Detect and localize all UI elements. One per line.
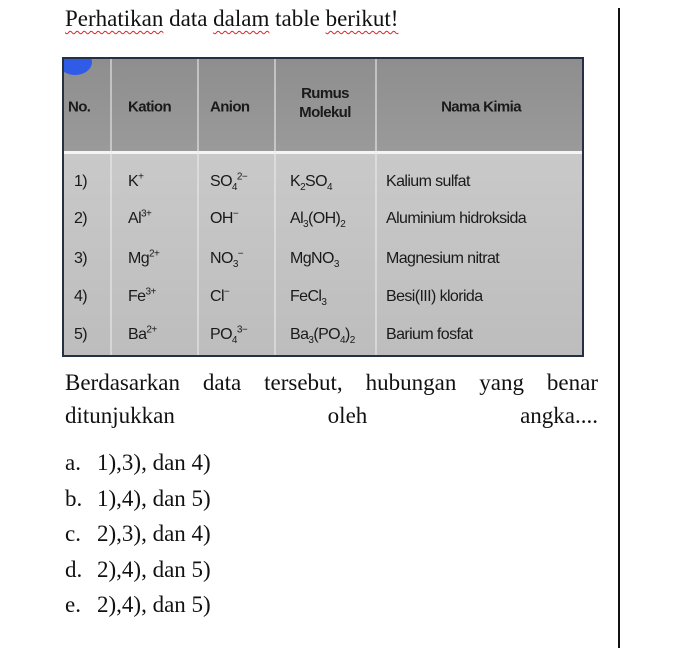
column-divider	[110, 59, 112, 355]
option-letter: a.	[65, 450, 81, 475]
formula-part: 3	[232, 259, 238, 271]
formula-part: 3	[333, 259, 339, 271]
cell-anion	[210, 210, 238, 228]
formula-part: 3−	[236, 324, 248, 336]
formula-part: Al	[128, 210, 142, 227]
option-text: 1),3), dan 4)	[97, 450, 211, 475]
option-letter: e.	[65, 592, 81, 617]
cell-kation	[128, 288, 156, 306]
formula-part: 2+	[149, 248, 160, 260]
instruction-title	[65, 6, 398, 32]
formula-part: 2	[340, 219, 346, 231]
cell-no: 2)	[74, 210, 88, 227]
option-text: 2),4), dan 5)	[97, 592, 211, 617]
answer-option-a[interactable]	[65, 450, 211, 476]
cell-nama: Magnesium nitrat	[386, 250, 500, 267]
option-letter: b.	[65, 485, 83, 511]
answer-option-e[interactable]	[65, 592, 211, 618]
title-word: Perhatikan	[65, 6, 164, 31]
title-word: table	[275, 6, 320, 31]
formula-part: 2	[349, 335, 355, 347]
formula-part: SO	[210, 173, 232, 190]
formula-part: MgNO	[290, 250, 334, 267]
cell-nama: Besi(III) klorida	[386, 288, 483, 305]
formula-part: )	[344, 326, 350, 343]
formula-part: K	[128, 173, 139, 190]
formula-part: 4	[326, 182, 332, 194]
cell-kation	[128, 326, 157, 344]
title-word: berikut!	[325, 6, 399, 31]
cell-rumus	[290, 173, 332, 194]
formula-part: NO	[210, 250, 233, 267]
cell-no: 5)	[74, 326, 88, 343]
cell-no: 3)	[74, 250, 88, 267]
header-no: No.	[68, 98, 91, 116]
formula-part: Fe	[128, 288, 146, 305]
cell-rumus	[290, 250, 339, 271]
answer-option-b[interactable]	[65, 486, 211, 512]
option-text: 2),3), dan 4)	[97, 521, 211, 546]
cell-rumus	[290, 210, 346, 231]
cell-nama: Barium fosfat	[386, 326, 473, 343]
cell-nama: Aluminium hidroksida	[386, 210, 527, 227]
formula-part: Al	[290, 210, 304, 227]
title-word: data	[169, 6, 208, 31]
formula-part: −	[223, 286, 230, 298]
cell-anion	[210, 324, 248, 347]
formula-part: Cl	[210, 288, 224, 305]
header-rumus-molekul: Rumus Molekul	[299, 85, 351, 121]
formula-part: 3	[321, 297, 327, 309]
formula-part: Ba	[128, 326, 147, 343]
formula-part: FeCl	[290, 288, 322, 305]
option-letter: d.	[65, 556, 83, 582]
formula-part: 4	[340, 335, 345, 347]
cell-no: 1)	[74, 173, 88, 190]
column-divider	[274, 59, 276, 355]
formula-part: 2	[300, 182, 306, 194]
formula-part: −	[237, 248, 244, 260]
cell-kation	[128, 173, 143, 191]
formula-part: Mg	[128, 250, 150, 267]
formula-part: K	[290, 173, 301, 190]
question-text: Berdasarkan data tersebut, hubungan yang benar ditunjukkan oleh angka....	[65, 370, 598, 428]
blue-marker-dot	[62, 57, 92, 75]
formula-part: PO	[210, 326, 232, 343]
header-anion: Anion	[210, 98, 250, 116]
formula-part: OH	[210, 210, 233, 227]
cell-rumus	[290, 288, 327, 309]
option-letter: c.	[65, 521, 81, 546]
cell-anion	[210, 171, 248, 194]
formula-part: SO	[305, 173, 327, 190]
formula-part: Ba	[290, 326, 309, 343]
option-text: 2),4), dan 5)	[97, 556, 211, 582]
title-word: dalam	[213, 6, 270, 31]
formula-part: 4	[231, 182, 237, 194]
formula-part: 2−	[236, 171, 248, 183]
cell-rumus	[290, 326, 355, 347]
cell-kation	[128, 210, 151, 228]
formula-part: 3	[303, 219, 308, 231]
cell-anion	[210, 248, 244, 271]
answer-option-c[interactable]	[65, 521, 211, 547]
header-nama-kimia: Nama Kimia	[441, 98, 521, 116]
formula-part: 3	[308, 335, 314, 347]
formula-part: 3+	[145, 286, 156, 298]
cell-anion	[210, 288, 229, 306]
formula-part: 3+	[141, 208, 152, 220]
formula-part: (PO	[313, 326, 340, 343]
column-divider	[375, 59, 377, 355]
formula-part: 4	[231, 335, 237, 347]
formula-part: 2+	[146, 324, 157, 336]
cell-nama: Kalium sulfat	[386, 173, 470, 190]
formula-part: −	[232, 208, 239, 220]
header-kation: Kation	[128, 98, 172, 116]
cell-kation	[128, 250, 159, 268]
column-divider	[197, 59, 199, 355]
formula-part: +	[138, 171, 144, 183]
formula-part: (OH)	[308, 210, 341, 227]
cell-no: 4)	[74, 288, 88, 305]
page-margin-line	[618, 8, 620, 648]
answer-option-d[interactable]	[65, 557, 211, 583]
chemistry-table-image	[62, 57, 584, 357]
option-text: 1),4), dan 5)	[97, 485, 211, 511]
